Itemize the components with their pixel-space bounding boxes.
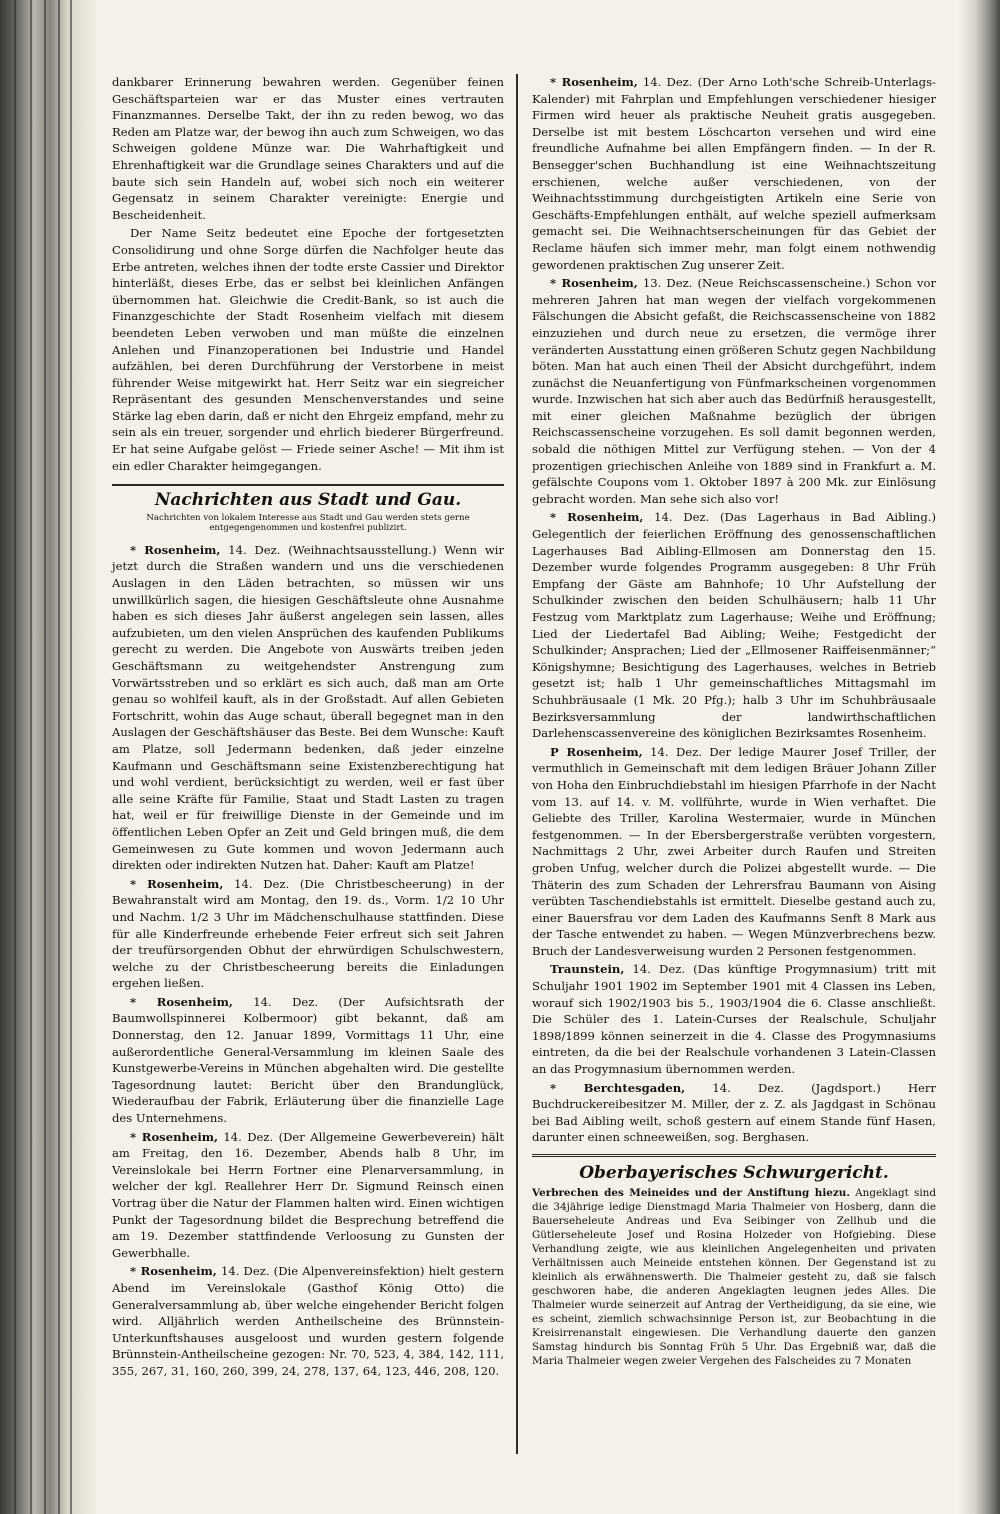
court-heading: Oberbayerisches Schwurgericht. xyxy=(579,1163,889,1183)
court-text: Angeklagt sind die 34jährige ledige Dienstmagd Maria Thalmeier von Hosberg, dann die Bauerseheleute Andreas und Eva Seibinger von Zellhub und die Gütlerseheleute Josef und Rosina Holzeder von Hofgiebing. Diese Verhandlung zeigte, wie aus kleinlichen Angelegenheiten und privaten Verhältnissen auch Meineide entstehen können. Der Gegenstand ist zu kleinlich als erwähnenswerth. Die Thalmeier gesteht zu, daß sie falsch geschworen habe, die anderen Angeklagten leugnen jedes Alles. Die Thalmeier wurde seinerzeit auf Antrag der Vertheidigung, da sie eine, wie es scheint, ziemlich schwachsinnige Person ist, zur Beobachtung in die Kreisirrenanstalt eingewiesen. Die Verhandlung dauerte den ganzen Samstag hindurch bis Sonntag Früh 5 Uhr. Das Ergebniß war, daß die Maria Thalmeier wegen zweier Vergehen des Falscheides zu 7 Monaten xyxy=(532,1186,936,1367)
article-dateline: * Rosenheim, xyxy=(550,75,638,89)
news-article xyxy=(532,1080,936,1146)
news-article xyxy=(112,1263,504,1379)
section-rule xyxy=(112,484,504,486)
article-dateline: * Berchtesgaden, xyxy=(550,1080,686,1095)
court-paragraph xyxy=(532,1186,936,1368)
column-divider xyxy=(516,74,518,1454)
news-article xyxy=(532,74,936,273)
news-article xyxy=(532,509,936,741)
article-dateline: * Rosenheim, xyxy=(130,542,221,557)
article-text: 14. Dez. (Der Arno Loth'sche Schreib-Unterlags-Kalender) mit Fahrplan und Empfehlungen verschiedener hiesiger Firmen wird heuer als praktische Neuheit gratis ausgegeben. Derselbe ist mit bestem Löschcarton versehen und wird eine freundliche Aufnahme bei allen Empfängern finden. — In der R. Bensegger'schen Buchhandlung ist eine Weihnachtszeitung erschienen, welche außer verschiedenen, von der Weihnachtsstimmung durchgeistigten Artikeln eine Serie von Geschäfts-Empfehlungen enthält, auf welche speziell aufmerksam gemacht sei. Die Weihnachtserscheinungen für das Gebiet der Reclame häufen sich immer mehr, man folgt einem nothwendig gewordenen praktischen Zug unserer Zeit. xyxy=(532,75,936,272)
left-column xyxy=(112,74,504,1382)
article-text: 14. Dez. (Das künftige Progymnasium) tritt mit Schuljahr 1901 1902 im September 1901 mit 4 Classen ins Leben, worauf sich 1902/1903 bis 5., 1903/1904 die 6. Classe anschließt. Die Schüler des 1. Latein-Curses der Realschule, Schuljahr 1898/1899 können seinerzeit in die 4. Classe des Progymnasiums eintreten, da die bei der Realschule vorhandenen 3 Latein-Classen an das Progymnasium übernommen werden. xyxy=(532,962,936,1077)
article-dateline: * Rosenheim, xyxy=(130,1129,219,1144)
article-dateline: * Rosenheim, xyxy=(130,994,233,1009)
news-article xyxy=(532,961,936,1077)
article-dateline: * Rosenheim, xyxy=(550,510,644,525)
article-text: 14. Dez. (Das Lagerhaus in Bad Aibling.) Gelegentlich der feierlichen Eröffnung des genossenschaftlichen Lagerhauses Bad Aibling-Ellmosen am Donnerstag den 15. Dezember wurde folgendes Programm ausgegeben: 8 Uhr Früh Empfang der Gäste am Bahnhofe; 10 Uhr Aufstellung der Schulkinder zwischen den beiden Schulhäusern; halb 11 Uhr Festzug vom Marktplatz zum Lagerhause; Weihe und Eröffnung; Lied der Liedertafel Bad Aibling; Weihe; Festgedicht der Schulkinder; Ansprachen; Lied der „Ellmosener Raiffeisenmänner;“ Königshymne; Besichtigung des Lagerhauses, welches in Betrieb gesetzt ist; halb 1 Uhr gemeinschaftliches Mittagsmahl im Schuhbräusaale (1 Mk. 20 Pfg.); halb 3 Uhr im Schuhbräusaale Bezirksversammlung der landwirthschaftlichen Darlehenscassenvereine des königlichen Bezirksamtes Rosenheim. xyxy=(532,510,936,741)
article-text: 14. Dez. (Die Alpenvereinsfektion) hielt gestern Abend im Vereinslokale (Gasthof König Otto) die Generalversammlung ab, über welche eingehender Bericht folgen wird. Alljährlich werden Antheilscheine des Brünnstein-Unterkunftshauses ausgeloost und wurden gestern folgende Brünnstein-Antheilscheine gezogen: Nr. 70, 523, 4, 384, 142, 111, 355, 267, 31, 160, 260, 399, 24, 278, 137, 64, 123, 446, 208, 120. xyxy=(112,1264,504,1378)
article-text: 14. Dez. (Der Allgemeine Gewerbeverein) hält am Freitag, den 16. Dezember, Abends halb 8 Uhr, im Vereinslokale bei Herrn Fortner eine Plenarversammlung, in welcher der kgl. Reallehrer Herr Dr. Sigmund Reinsch einen Vortrag über die Natur der Flammen halten wird. Einen wichtigen Punkt der Tagesordnung bildet die Besprechung betreffend die am 19. Dezember stattfindende Verloosung zu Gunsten der Gewerbhalle. xyxy=(112,1129,504,1260)
court-lead: Verbrechen des Meineides und der Anstiftung hiezu. xyxy=(532,1186,850,1199)
section-heading: Nachrichten aus Stadt und Gau. xyxy=(154,490,462,511)
article-dateline: * Rosenheim, xyxy=(550,276,638,291)
news-article xyxy=(112,876,504,992)
book-binding xyxy=(0,0,96,1514)
article-text: 14. Dez. Der ledige Maurer Josef Triller, der vermuthlich in Gemeinschaft mit dem ledigen Bräuer Johann Ziller von Hoha den Einbruchdiebstahl im hiesigen Pfarrhofe in der Nacht vom 13. auf 14. v. M. vollführte, wurde in Wien verhaftet. Die Geliebte des Triller, Karolina Westermaier, wurde in München festgenommen. — In der Ebersbergerstraße verübten vorgestern, Nachmittags 2 Uhr, zwei Arbeiter durch Raufen und Streiten groben Unfug, welcher durch die Polizei abgestellt wurde. — Die Thäterin des zum Schaden der Lehrersfrau Baumann von Aising verübten Taschendiebstahls ist ermittelt. Dieselbe gestand auch zu, einer Bauersfrau vor dem Laden des Kaufmanns Senft 8 Mark aus der Tasche entwendet zu haben. — Wegen Münzverbrechens bezw. Bruch der Landesverweisung wurden 2 Personen festgenommen. xyxy=(532,744,937,958)
page-edge xyxy=(958,0,1000,1514)
right-column xyxy=(532,74,936,1370)
article-text: 14. Dez. (Jagdsport.) Herr Buchdruckereibesitzer M. Miller, der z. Z. als Jagdgast in Schönau bei Bad Aibling weilt, schoß gestern auf einem Stande fünf Hasen, darunter einen schneeweißen, sog. Berghasen. xyxy=(532,1080,936,1145)
article-dateline: P Rosenheim, xyxy=(550,744,643,759)
article-dateline: Traunstein, xyxy=(550,962,625,977)
news-article xyxy=(112,542,504,874)
news-article xyxy=(532,744,936,960)
intro-paragraph: dankbarer Erinnerung bewahren werden. Gegenüber feinen Geschäftsparteien war er das Muster eines vertrauten Finanzmannes. Derselbe Takt, der ihn zu reden bewog, wo das Reden am Platze war, der bewog ihn auch zum Schweigen, wo das Schweigen goldene Münze war. Die Wahrhaftigkeit und Ehrenhaftigkeit war die Grundlage seines Charakters und auf die baute sich sein Handeln auf, wobei sich noch ein weiterer Gegensatz in seinem Charakter vereinigte: Energie und Bescheidenheit. xyxy=(112,75,504,222)
news-article xyxy=(112,994,504,1127)
news-article xyxy=(532,275,936,507)
news-article xyxy=(112,1129,504,1262)
article-dateline: * Rosenheim, xyxy=(130,876,224,891)
article-text: 14. Dez. (Der Aufsichtsrath der Baumwollspinnerei Kolbermoor) gibt bekannt, daß am Donnerstag, den 12. Januar 1899, Vormittags 11 Uhr, eine außerordentliche General-Versammlung im kleinen Saale des Kunstgewerbe-Vereins in München abgehalten wird. Die gestellte Tagesordnung lautet: Bericht über den Brandunglück, Wiederaufbau der Fabrik, Erläuterung über die finanzielle Lage des Unternehmens. xyxy=(112,994,504,1126)
article-text: 14. Dez. (Die Christbescheerung) in der Bewahranstalt wird am Montag, den 19. ds., Vorm. 1/2 10 Uhr und Nachm. 1/2 3 Uhr im Mädchenschulhause stattfinden. Diese für alle Kinderfreunde erhebende Feier erfreut sich seit Jahren der treufürsorgenden Obhut der ehrwürdigen Schulschwestern, welche zu der Christbescheerung bereits die Einladungen ergehen ließen. xyxy=(112,876,504,991)
section-note: Nachrichten von lokalem Interesse aus Stadt und Gau werden stets gerne entgegengenommen und kostenfrei publizirt. xyxy=(146,512,470,534)
article-text: 14. Dez. (Weihnachtsausstellung.) Wenn wir jetzt durch die Straßen wandern und uns die verschiedenen Auslagen in den Läden betrachten, so müssen wir uns unwillkürlich sagen, die hiesigen Geschäftsleute ohne Ausnahme haben es sich dieses Jahr äußerst angelegen sein lassen, alles aufzubieten, um den vielen Ansprüchen des kaufenden Publikums gerecht zu werden. Die Angebote von Auswärts treiben jeden Geschäftsmann zu weitgehendster Anstrengung zum Vorwärtsstreben und so erklärt es sich auch, daß man am Orte genau so wohlfeil kauft, als in der Großstadt. Auf allen Gebieten Fortschritt, wohin das Auge schaut, überall begegnet man in den Auslagen der Geschäftshäuser das Beste. Bei dem Wunsche: Kauft am Platze, soll Jedermann bedenken, daß jeder einzelne Kaufmann und Geschäftsmann seine Existenzberechtigung hat und wohl verdient, berücksichtigt zu werden, weil er fast über alle seine Kräfte für Familie, Staat und Stadt Lasten zu tragen hat, weil er für freiwillige Dienste in der Gemeinde und im öffentlichen Leben Opfer an Zeit und Geld bringen muß, die dem Gemeinwesen zu Gute kommen und wovon Jedermann auch direkten oder indirekten Nutzen hat. Daher: Kauft am Platze! xyxy=(112,542,504,873)
court-report xyxy=(532,1186,936,1368)
intro-paragraph: Der Name Seitz bedeutet eine Epoche der fortgesetzten Consolidirung und ohne Sorge dürfen die Nachfolger heute das Erbe antreten, welches ihnen der todte erste Cassier und Direktor hinterläßt, dieses Erbe, das er selbst bei kleinlichen Anfängen übernommen hat. Gleichwie die Credit-Bank, so ist auch die Finanzgeschichte der Stadt Rosenheim vielfach mit diesem beendeten Leben verwoben und man müßte die einzelnen Anlehen und Finanzoperationen bei Industrie und Handel aufzählen, bei deren Durchführung der Verstorbene in meist führender Weise mitgewirkt hat. Herr Seitz war ein siegreicher Repräsentant des gesunden Menschenverstandes und seine Stärke lag eben darin, daß er nicht den Ehrgeiz empfand, mehr zu sein als ein treuer, sorgender und ehrlich biederer Bürgerfreund. Er hat seine Aufgabe gelöst — Friede seiner Asche! — Mit ihm ist ein edler Charakter heimgegangen. xyxy=(112,226,504,473)
section-rule xyxy=(532,1154,936,1157)
article-text: 13. Dez. (Neue Reichscassenscheine.) Schon vor mehreren Jahren hat man wegen der vielfach vorgekommenen Fälschungen die Absicht gefaßt, die Reichscassenscheine von 1882 einzuziehen und durch neue zu ersetzen, die vermöge ihrer veränderten Ausstattung einen größeren Schutz gegen Nachbildung böten. Man hat auch einen Theil der Absicht durchgeführt, indem zunächst die Neuanfertigung von Fünfmarkscheinen vorgenommen wurde. Inzwischen hat sich aber auch das Bedürfniß herausgestellt, mit einer gleichen Maßnahme bezüglich der übrigen Reichscassenscheine vorzugehen. Es soll damit begonnen werden, sobald die nöthigen Mittel zur Verfügung stehen. — Von der 4 prozentigen griechischen Anleihe von 1889 sind in Frankfurt a. M. gefälschte Coupons vom 1. Oktober 1897 à 200 Mk. zur Einlösung gebracht worden. Man sehe sich also vor! xyxy=(532,276,936,506)
article-dateline: * Rosenheim, xyxy=(130,1264,217,1279)
